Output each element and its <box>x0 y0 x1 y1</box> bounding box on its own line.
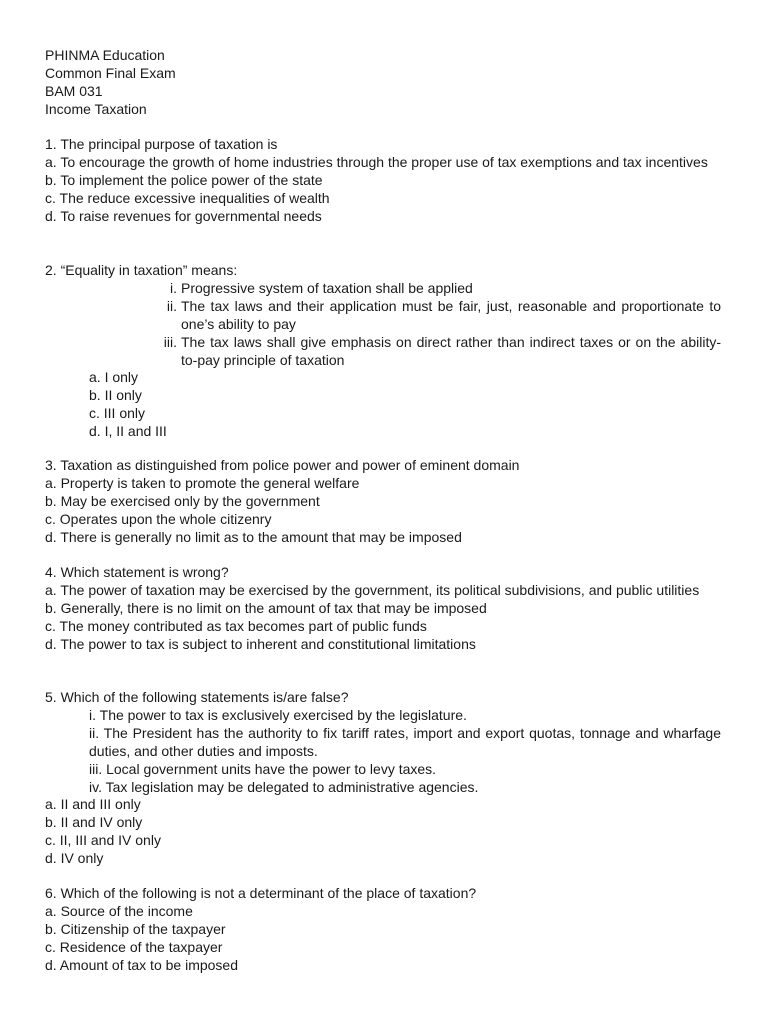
roman-item-ii <box>45 298 721 334</box>
choice-a: a. Property is taken to promote the general welfare <box>45 474 360 491</box>
question-stem: 4. Which statement is wrong? <box>45 564 229 580</box>
course-code: BAM 031 <box>45 82 103 99</box>
choice-b: b. Citizenship of the taxpayer <box>45 920 226 937</box>
choice-d: d. The power to tax is subject to inherent and constitutional limitations <box>45 635 476 652</box>
roman-item-iii <box>45 334 721 370</box>
roman-numeral: ii. <box>166 297 177 314</box>
statement-iii: iii. Local government units have the power to levy taxes. <box>89 760 437 777</box>
choice-a: a. Source of the income <box>45 902 193 919</box>
question-4 <box>45 564 721 654</box>
question-stem: 2. “Equality in taxation” means: <box>45 262 238 278</box>
institution-name: PHINMA Education <box>45 47 165 63</box>
choice-c: c. Residence of the taxpayer <box>45 938 223 955</box>
choice-b: b. II and IV only <box>45 814 143 831</box>
choice-a: a. The power of taxation may be exercised by the government, its political subdivisions, and public utilities <box>45 581 700 598</box>
choice-b: b. May be exercised only by the government <box>45 492 320 509</box>
question-1 <box>45 136 721 226</box>
choice-d: d. IV only <box>45 850 104 867</box>
exam-header <box>45 47 725 119</box>
question-5 <box>45 689 721 868</box>
question-stem: 1. The principal purpose of taxation is <box>45 136 278 152</box>
course-title: Income Taxation <box>45 100 147 117</box>
exam-title: Common Final Exam <box>45 64 176 81</box>
question-3 <box>45 457 721 547</box>
statement-ii: ii. The President has the authority to fix tariff rates, import and export quotas, tonnage and wharfage duties, and other duties and imposts. <box>89 724 721 759</box>
choice-c: c. The reduce excessive inequalities of wealth <box>45 189 330 206</box>
choice-b: b. To implement the police power of the state <box>45 171 323 188</box>
choice-b: b. Generally, there is no limit on the amount of tax that may be imposed <box>45 599 487 616</box>
roman-item-i <box>45 280 721 298</box>
choice-a: a. To encourage the growth of home industries through the proper use of tax exemptions and tax incentives <box>45 153 708 170</box>
roman-item-text: The tax laws and their application must be fair, just, reasonable and proportionate to one’s ability to pay <box>181 297 721 332</box>
question-stem: 5. Which of the following statements is/are false? <box>45 689 349 705</box>
choice-a: a. II and III only <box>45 796 141 813</box>
choice-d: d. There is generally no limit as to the amount that may be imposed <box>45 528 462 545</box>
choice-c: c. II, III and IV only <box>45 832 161 849</box>
roman-numeral: iii. <box>163 333 177 350</box>
question-stem: 3. Taxation as distinguished from police power and power of eminent domain <box>45 457 520 473</box>
choice-a: a. I only <box>89 369 139 386</box>
question-6 <box>45 885 721 975</box>
roman-numeral: i. <box>170 279 177 296</box>
statement-iv: iv. Tax legislation may be delegated to administrative agencies. <box>89 778 479 795</box>
question-stem: 6. Which of the following is not a determinant of the place of taxation? <box>45 885 477 901</box>
roman-item-text: Progressive system of taxation shall be applied <box>181 279 473 296</box>
choice-d: d. I, II and III <box>89 423 167 440</box>
choice-c: c. Operates upon the whole citizenry <box>45 510 272 527</box>
choice-d: d. Amount of tax to be imposed <box>45 956 239 973</box>
statement-i: i. The power to tax is exclusively exercised by the legislature. <box>89 706 467 723</box>
choice-c: c. The money contributed as tax becomes part of public funds <box>45 617 427 634</box>
question-2 <box>45 262 721 441</box>
roman-item-text: The tax laws shall give emphasis on direct rather than indirect taxes or on the ability-to-pay principle of taxation <box>181 333 721 368</box>
choice-b: b. II only <box>89 387 142 404</box>
choice-c: c. III only <box>89 405 146 422</box>
choice-d: d. To raise revenues for governmental needs <box>45 207 322 224</box>
